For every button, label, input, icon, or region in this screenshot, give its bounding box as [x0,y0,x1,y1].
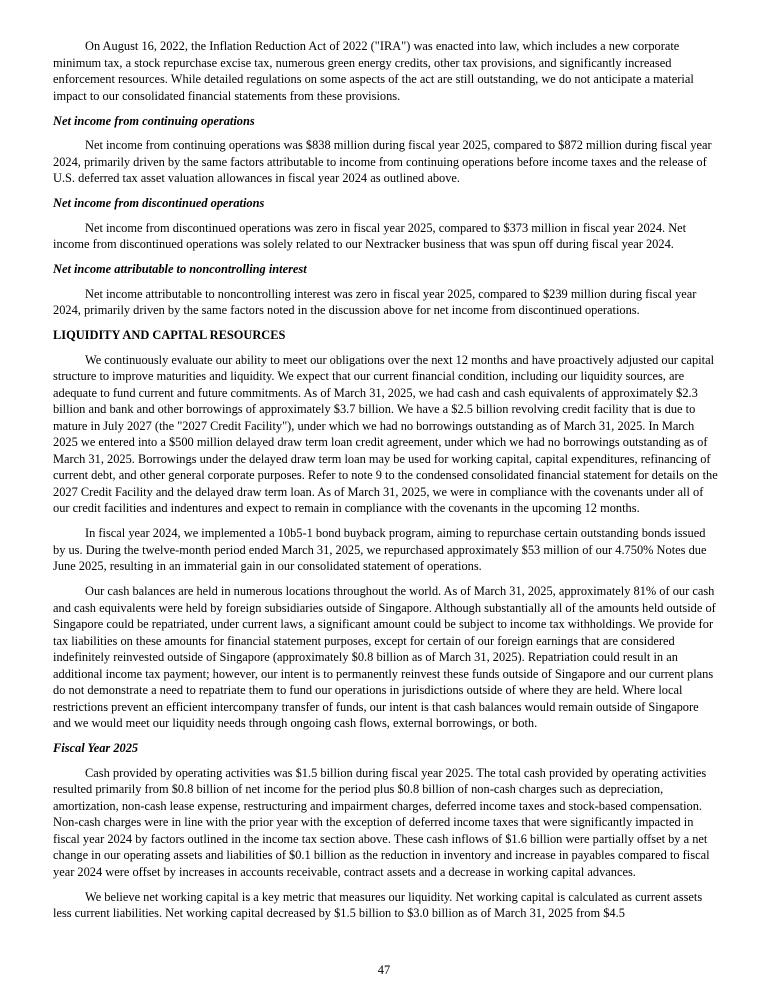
document-page [53,38,718,930]
paragraph-discontinued-operations: Net income from discontinued operations was zero in fiscal year 2025, compared to $373 million in fiscal year 2024. Net income from discontinued operations was solely related to our Nextracker business that was spun off during fiscal year 2024. [53,220,687,251]
heading-continuing-operations: Net income from continuing operations [53,113,255,128]
paragraph-liquidity-3: Our cash balances are held in numerous locations throughout the world. As of March 31, 2025, approximately 81% of our cash and cash equivalents were held by foreign subsidiaries outside of Singapore. Although substantially all of the amounts held outside of Singapore could be repatriated, under current laws, a significant amount could be subject to income tax withholdings. We provide for tax liabilities on these amounts for financial statement purposes, except for certain of our foreign earnings that are considered indefinitely reinvested outside of Singapore (approximately $0.8 billion as of March 31, 2025). Repatriation could result in an additional income tax payment; however, our intent is to permanently reinvest these funds outside of Singapore and our current plans do not demonstrate a need to repatriate them to fund our operations in jurisdictions outside of where they are held. Where local restrictions prevent an efficient intercompany transfer of funds, our intent is that cash balances would remain outside of Singapore and we would meet our liquidity needs through ongoing cash flows, external borrowings, or both. [53,584,716,730]
paragraph-continuing-operations: Net income from continuing operations was $838 million during fiscal year 2025, compared to $872 million during fiscal year 2024, primarily driven by the same factors attributable to income from continuing operations before income taxes and the release of U.S. deferred tax asset valuation allowances in fiscal year 2024 as outlined above. [53,138,712,185]
paragraph-fiscal-year-2025-2: We believe net working capital is a key metric that measures our liquidity. Net working capital is calculated as current assets less current liabilities. Net working capital decreased by $1.5 billion to $3.0 billion as of March 31, 2025 from $4.5 [53,889,703,920]
heading-noncontrolling-interest: Net income attributable to noncontrolling interest [53,262,307,276]
paragraph-liquidity-2: In fiscal year 2024, we implemented a 10b5-1 bond buyback program, aiming to repurchase certain outstanding bonds issued by us. During the twelve-month period ended March 31, 2025, we repurchased approximately $53 million of our 4.750% Notes due June 2025, resulting in an immaterial gain in our consolidated statement of operations. [53,526,707,573]
heading-discontinued-operations: Net income from discontinued operations [53,196,265,210]
paragraph-noncontrolling-interest: Net income attributable to noncontrolling interest was zero in fiscal year 2025, compared to $239 million during fiscal year 2024, primarily driven by the same factors noted in the discussion above for net income from discontinued operations. [53,286,697,317]
heading-liquidity: LIQUIDITY AND CAPITAL RESOURCES [53,328,286,342]
paragraph-ira: On August 16, 2022, the Inflation Reduction Act of 2022 ("IRA") was enacted into law, which includes a new corporate minimum tax, a stock repurchase excise tax, numerous green energy credits, other tax provisions, and significantly increased enforcement resources. While detailed regulations on some aspects of the act are still outstanding, we do not anticipate a material impact to our consolidated financial statements from these provisions. [53,39,694,103]
paragraph-fiscal-year-2025-1: Cash provided by operating activities was $1.5 billion during fiscal year 2025. The total cash provided by operating activities resulted primarily from $0.8 billion of net income for the period plus $0.8 billion of non-cash charges such as depreciation, amortization, non-cash lease expense, restructuring and impairment charges, deferred income taxes and stock-based compensation. Non-cash charges were in line with the prior year with the exception of deferred income taxes that were significantly impacted in fiscal year 2024 by factors outlined in the income tax section above. These cash inflows of $1.6 billion were partially offset by a net change in our operating assets and liabilities of $0.1 billion as the reduction in inventory and increase in payables compared to fiscal year 2024 were offset by increases in accounts receivable, contract assets and a decrease in working capital advances. [53,765,710,879]
heading-fiscal-year-2025: Fiscal Year 2025 [53,741,139,755]
paragraph-liquidity-1: We continuously evaluate our ability to meet our obligations over the next 12 months and have proactively adjusted our capital structure to improve maturities and liquidity. We expect that our current financial condition, including our liquidity sources, are adequate to fund current and future commitments. As of March 31, 2025, we had cash and cash equivalents of approximately $2.3 billion and bank and other borrowings of approximately $3.7 billion. We have a $2.5 billion revolving credit facility that is due to mature in July 2027 (the "2027 Credit Facility"), under which we had no borrowings outstanding as of March 31, 2025. In March 2025 we entered into a $500 million delayed draw term loan credit agreement, under which we had no borrowings outstanding as of March 31, 2025. Borrowings under the delayed draw term loan may be used for working capital, capital expenditures, refinancing of current debt, and other general corporate purposes. Refer to note 9 to the condensed consolidated financial statement for details on the 2027 Credit Facility and the delayed draw term loan. As of March 31, 2025, we were in compliance with the covenants under all of our credit facilities and indentures and expect to remain in compliance with the covenants in the upcoming 12 months. [53,352,718,515]
page-number: 47 [377,963,391,977]
